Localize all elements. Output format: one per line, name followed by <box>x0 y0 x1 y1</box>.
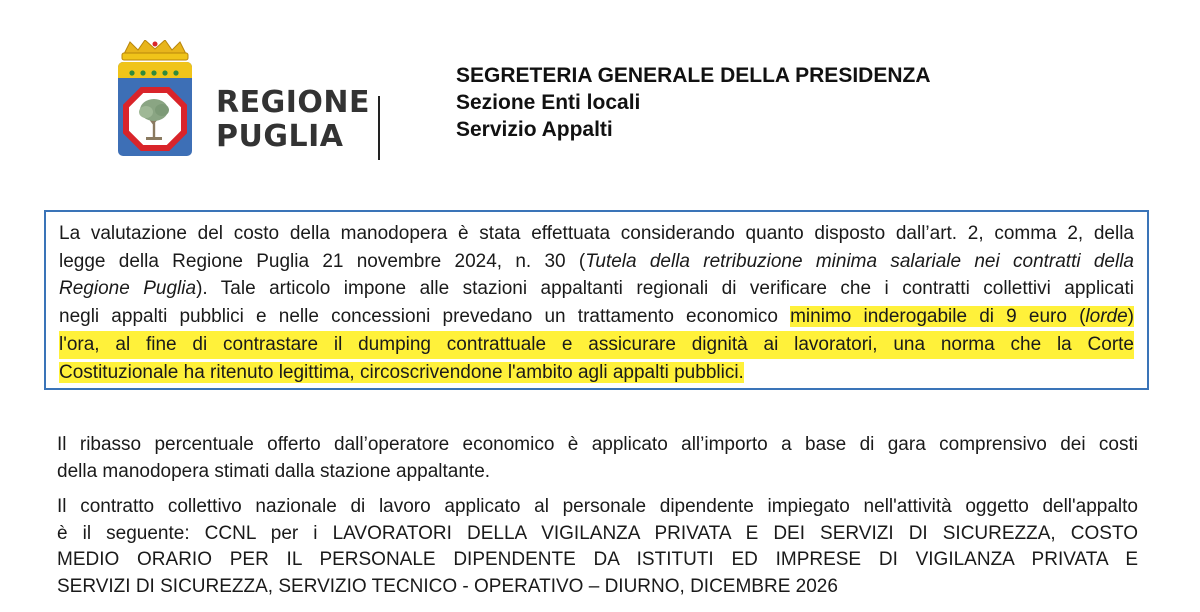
boxed-text-4a: negli appalti pubblici e nelle concessioni prevedano un trattamento economico <box>59 306 791 328</box>
office-line-3: Servizio Appalti <box>456 118 613 141</box>
office-line-1: SEGRETERIA GENERALE DELLA PRESIDENZA <box>456 64 931 87</box>
brand-name <box>216 86 370 154</box>
paragraph-ribasso <box>57 432 1138 485</box>
law-title-part-1: Tutela della retribuzione minima salariale nei contratti della <box>585 250 1135 272</box>
boxed-line-4 <box>59 303 1134 331</box>
boxed-line-6 <box>59 359 1134 387</box>
highlight-minimum-wage <box>790 306 1134 327</box>
paragraph2-line-2: è il seguente: CCNL per i LAVORATORI DELLA VIGILANZA PRIVATA E DEI SERVIZI DI SICUREZZA, COSTO <box>57 522 1138 544</box>
regione-puglia-coat-of-arms-icon <box>112 40 198 160</box>
paragraph-ccnl <box>57 494 1138 600</box>
boxed-line-5 <box>59 331 1134 359</box>
paragraph2-line-3: MEDIO ORARIO PER IL PERSONALE DIPENDENTE DA ISTITUTI ED IMPRESE DI VIGILANZA PRIVATA E <box>57 549 1138 570</box>
paragraph1-line-2: della manodopera stimati dalla stazione appaltante. <box>57 460 491 482</box>
paragraph2-line-4: SERVIZI DI SICUREZZA, SERVIZIO TECNICO - OPERATIVO – DIURNO, DICEMBRE 2026 <box>57 575 838 597</box>
highlight-text-6: Costituzionale ha ritenuto legittima, circoscrivendone l'ambito agli appalti pubblici. <box>59 361 744 383</box>
boxed-paragraph <box>44 210 1149 390</box>
boxed-text-2a: legge della Regione Puglia 21 novembre 2024, n. 30 ( <box>59 250 586 272</box>
boxed-line-3 <box>59 275 1134 303</box>
crown-icon <box>122 40 188 60</box>
paragraph1-line-1: Il ribasso percentuale offerto dall’operatore economico è applicato all’importo a base di gara comprensivo dei costi <box>57 434 1138 455</box>
highlight-text-5: l'ora, al fine di contrastare il dumping contrattuale e assicurare dignità ai lavoratori, una norma che la Corte <box>59 333 1134 355</box>
brand-line-1: REGIONE <box>216 85 370 120</box>
header-divider <box>378 96 380 160</box>
law-title-part-2: Regione Puglia <box>59 278 197 300</box>
boxed-line-1 <box>59 220 1134 248</box>
boxed-line-2 <box>59 248 1134 276</box>
paragraph2-line-1: Il contratto collettivo nazionale di lavoro applicato al personale dipendente impiegato nell'attività oggetto dell'appalto <box>57 496 1138 517</box>
office-line-2: Sezione Enti locali <box>456 91 641 114</box>
brand-line-2: PUGLIA <box>216 119 344 154</box>
highlight-text-4b: minimo inderogabile di 9 euro ( <box>790 306 1086 328</box>
highlight-text-lorde: lorde <box>1085 306 1128 328</box>
office-block <box>456 62 931 143</box>
boxed-text-1: La valutazione del costo della manodopera è stata effettuata considerando quanto disposto dall’art. 2, comma 2, della <box>59 223 1134 244</box>
boxed-text-3b: ). Tale articolo impone alle stazioni appaltanti regionali di verificare che i contratti collettivi applicati <box>196 278 1135 300</box>
highlight-text-4d: ) <box>1127 306 1134 328</box>
